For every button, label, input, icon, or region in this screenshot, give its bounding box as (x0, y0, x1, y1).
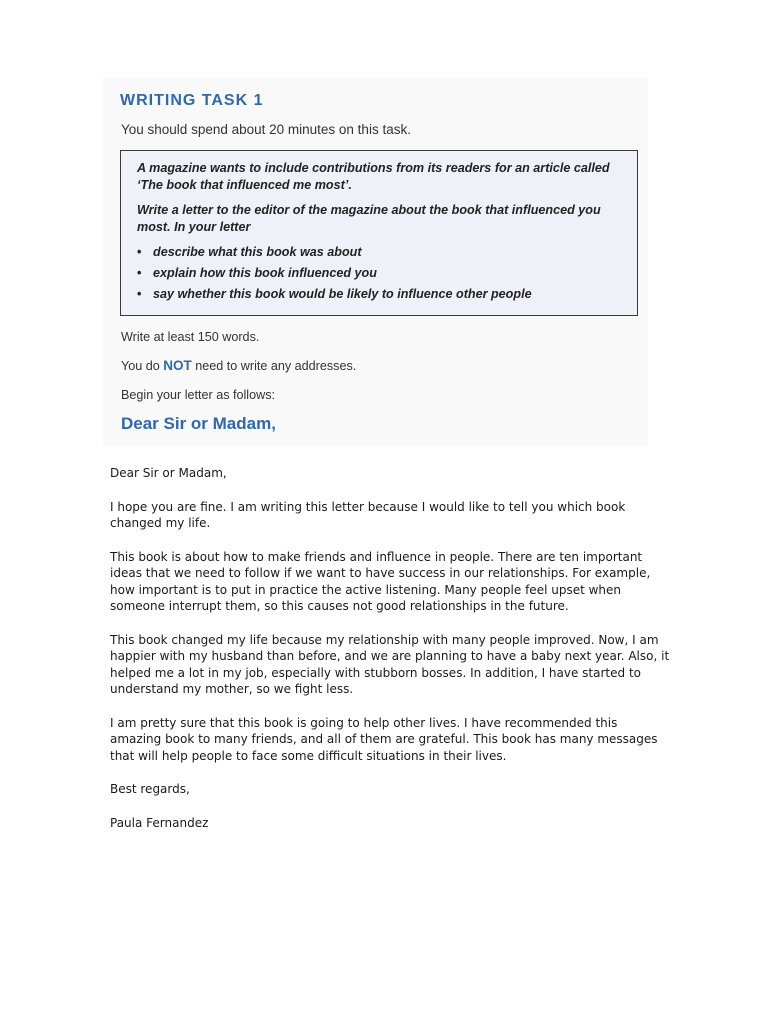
addresses-note-emphasis: NOT (163, 358, 192, 373)
task-bullet-item (137, 244, 625, 261)
addresses-note (121, 358, 356, 373)
word-count-note: Write at least 150 words. (121, 330, 260, 344)
letter-greeting: Dear Sir or Madam, (110, 466, 227, 480)
task-prompt-box (120, 150, 638, 316)
task-prompt-paragraph: A magazine wants to include contributions from its readers for an article called ‘The book that influenced me most’. (137, 161, 610, 192)
task-intro: You should spend about 20 minutes on this task. (121, 122, 411, 137)
task-title: WRITING TASK 1 (120, 92, 264, 109)
begin-note: Begin your letter as follows: (121, 388, 275, 402)
letter-body (110, 465, 670, 848)
letter-signature: Paula Fernandez (110, 815, 209, 830)
task-prompt-paragraph: Write a letter to the editor of the magazine about the book that influenced you most. In your letter (137, 203, 601, 234)
task-bullet-list (137, 244, 625, 303)
bullet-text: explain how this book influenced you (153, 266, 377, 280)
salutation-example: Dear Sir or Madam, (121, 414, 276, 433)
bullet-icon: • (137, 245, 142, 259)
addresses-note-post: need to write any addresses. (191, 359, 357, 373)
letter-paragraph: I am pretty sure that this book is going to help other lives. I have recommended this amazing book to many friends, and all of them are grateful. This book has many messages that will help people to face some difficult situations in their lives. (110, 715, 658, 763)
bullet-icon: • (137, 266, 142, 280)
bullet-text: describe what this book was about (153, 245, 362, 259)
task-bullet-item (137, 286, 625, 303)
bullet-icon: • (137, 287, 142, 301)
task-bullet-item (137, 265, 625, 282)
letter-closing: Best regards, (110, 782, 190, 796)
letter-paragraph: This book changed my life because my relationship with many people improved. Now, I am happier with my husband than before, and we are planning to have a baby next year. Also, it helped me a lot in my job, especially with stubborn bosses. In addition, I have started to understand my mother, so we fight less. (110, 632, 670, 696)
bullet-text: say whether this book would be likely to influence other people (153, 287, 532, 301)
addresses-note-pre: You do (121, 359, 164, 373)
letter-paragraph: I hope you are fine. I am writing this letter because I would like to tell you which book changed my life. (110, 499, 626, 530)
letter-paragraph: This book is about how to make friends and influence in people. There are ten important ideas that we need to follow if we want to have success in our relationships. For example, how important is to put in practice the active listening. Many people feel upset when someone interrupt them, so this causes not good relationships in the future. (110, 549, 651, 613)
